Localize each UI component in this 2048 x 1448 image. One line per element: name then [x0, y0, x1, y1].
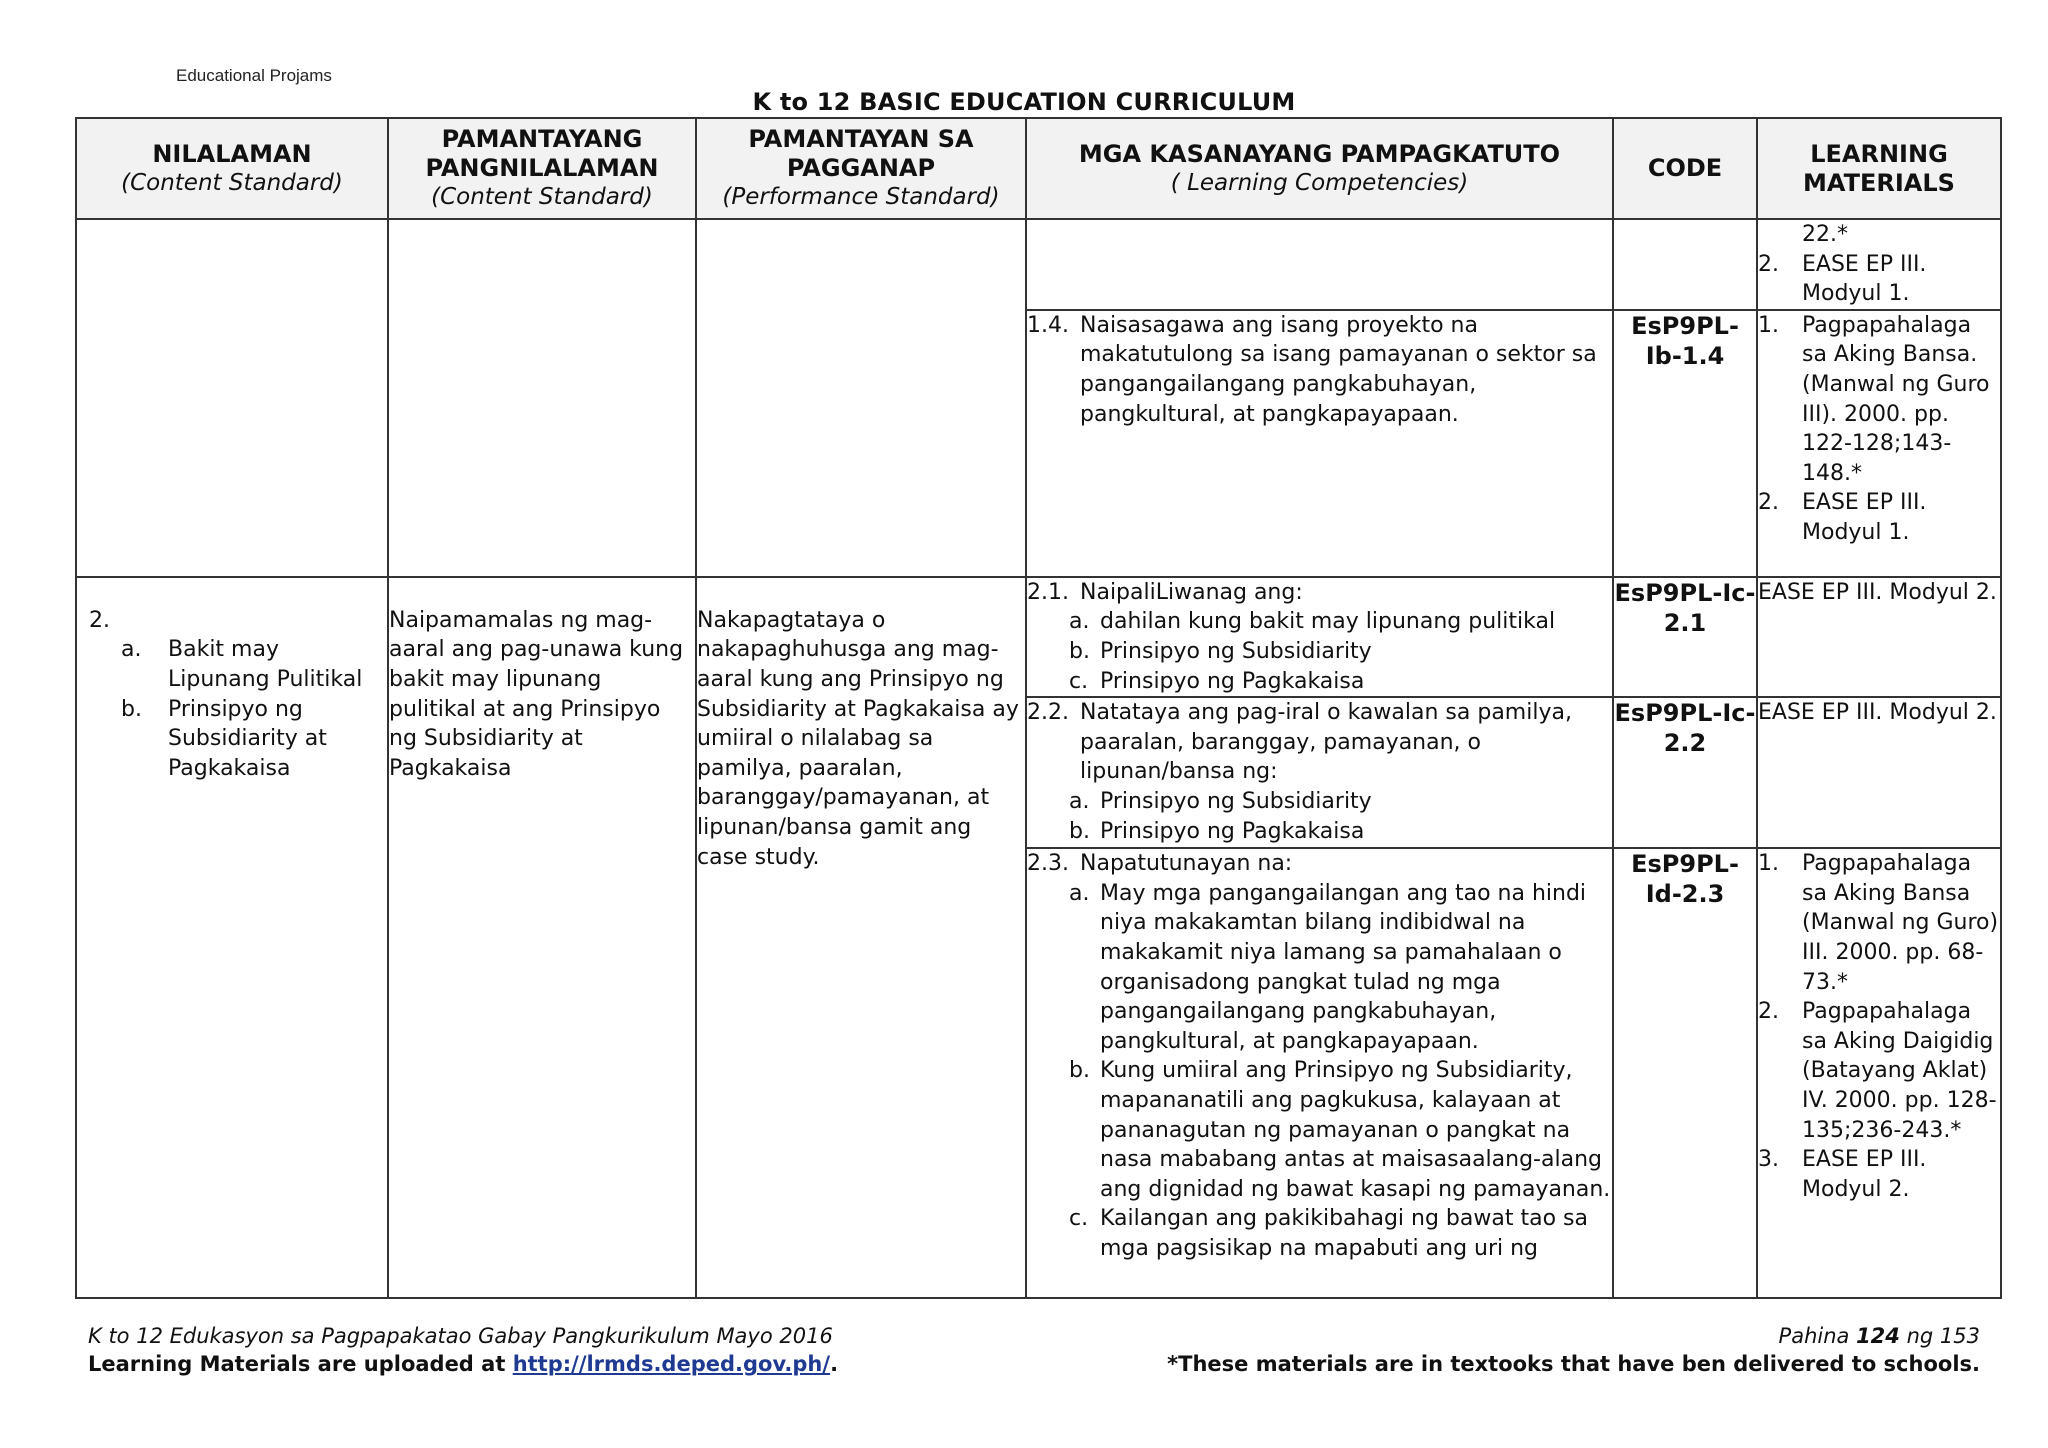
table-row	[76, 219, 2001, 310]
col-header-learning-competencies: MGA KASANAYANG PAMPAGKATUTO ( Learning Competencies)	[1026, 118, 1613, 219]
competency-cell-2-1: 2.1. NaipaliLiwanag ang: a. dahilan kung bakit may lipunang pulitikal b. Prinsipyo ng Subsidiarity c. Prinsipyo ng Pagkakaisa	[1026, 577, 1613, 697]
materials-cell-2-2: EASE EP III. Modyul 2.	[1757, 697, 2001, 848]
curriculum-table	[75, 117, 2002, 1299]
code-cell-2-3: EsP9PL-Id-2.3	[1613, 848, 1757, 1298]
page-title: K to 12 BASIC EDUCATION CURRICULUM	[752, 88, 1296, 116]
code-cell-2-2: EsP9PL-Ic-2.2	[1613, 697, 1757, 848]
materials-cell-2-3	[1757, 848, 2001, 1298]
footer-guide-title: K to 12 Edukasyon sa Pagpapakatao Gabay Pangkurikulum Mayo 2016	[88, 1324, 833, 1348]
content-number: 2.	[89, 607, 110, 633]
lrmds-link[interactable]: http://lrmds.deped.gov.ph/	[512, 1352, 831, 1376]
code-cell-2-1: EsP9PL-Ic-2.1	[1613, 577, 1757, 697]
content-standard-cell-2: Naipamamalas ng mag-aaral ang pag-unawa kung bakit may lipunang pulitikal at ang Prinsipyo ng Subsidiarity at Pagkakaisa	[388, 577, 696, 1298]
table-row	[76, 577, 2001, 697]
materials-cell-2-1: EASE EP III. Modyul 2.	[1757, 577, 2001, 697]
material-item: 3. EASE EP III. Modyul 2.	[1758, 1147, 1927, 1202]
content-cell-2: 2. a. Bakit may Lipunang Pulitikal b. Prinsipyo ng Subsidiarity at Pagkakaisa	[76, 577, 388, 1298]
material-item: 2. EASE EP III. Modyul 1.	[1758, 251, 1927, 307]
materials-cell-1-4	[1757, 310, 2001, 577]
material-item: 2. EASE EP III. Modyul 1.	[1758, 490, 1927, 545]
competency-cell-2-3: 2.3. Napatutunayan na: a. May mga pangangailangan ang tao na hindi niya makakamtan bilang indibidwal na makakamit niya lamang sa pamahalaan o organisadong pangkat tulad ng mga pangangailangang pangkabuhayan, pangkultural, at pangkapayapaan. b. Kung umiiral ang Prinsipyo ng Subsidiarity, mapananatili ang pagkukusa, kalayaan at pananagutan ng pamayanan o pangkat na nasa mababang antas at maisasaalang-alang ang dignidad ng bawat kasapi ng pamayanan. c. Kailangan ang pakikibahagi ng bawat tao sa mga pagsisikap na mapabuti ang uri ng	[1026, 848, 1613, 1298]
material-item: 1. Pagpapahalaga sa Aking Bansa. (Manwal ng Guro III). 2000. pp. 122-128;143-148.*	[1758, 312, 1990, 486]
code-cell-1-4: EsP9PL-Ib-1.4	[1613, 310, 1757, 577]
material-item: 2. Pagpapahalaga sa Aking Daigidig (Batayang Aklat) IV. 2000. pp. 128-135;236-243.*	[1758, 999, 1997, 1143]
footer-right	[1167, 1322, 1980, 1378]
performance-standard-cell-empty	[696, 219, 1026, 577]
footer-left	[88, 1322, 838, 1378]
code-cell-empty	[1613, 219, 1757, 310]
competency-cell-empty	[1026, 219, 1613, 310]
material-item: 22.*	[1802, 222, 1848, 247]
competency-cell-2-2: 2.2. Natataya ang pag-iral o kawalan sa pamilya, paaralan, baranggay, pamayanan, o lipunan/bansa ng: a. Prinsipyo ng Subsidiarity b. Prinsipyo ng Pagkakaisa	[1026, 697, 1613, 848]
table-header-row	[76, 118, 2001, 219]
footer-upload-note: Learning Materials are uploaded at http://lrmds.deped.gov.ph/.	[88, 1352, 839, 1376]
content-cell-empty	[76, 219, 388, 577]
competency-cell-1-4: 1.4. Naisasagawa ang isang proyekto na makatutulong sa isang pamayanan o sektor sa pangangailangang pangkabuhayan, pangkultural, at pangkapayapaan.	[1026, 310, 1613, 577]
page-number: Pahina 124 ng 153	[1778, 1324, 1980, 1348]
competency-text: Naisasagawa ang isang proyekto na makatutulong sa isang pamayanan o sektor sa pangangailangang pangkabuhayan, pangkultural, at pangkapayapaan.	[1080, 312, 1597, 427]
col-header-learning-materials: LEARNING MATERIALS	[1757, 118, 2001, 219]
materials-cell-continued	[1757, 219, 2001, 310]
content-item: Bakit may Lipunang Pulitikal	[168, 637, 363, 692]
col-header-pamantayang-pangnilalaman: PAMANTAYANG PANGNILALAMAN (Content Standard)	[388, 118, 696, 219]
content-standard-cell-empty	[388, 219, 696, 577]
material-item: 1. Pagpapahalaga sa Aking Bansa (Manwal ng Guro) III. 2000. pp. 68-73.*	[1758, 851, 1999, 995]
col-header-code: CODE	[1613, 118, 1757, 219]
content-item: Prinsipyo ng Subsidiarity at Pagkakaisa	[168, 696, 327, 781]
footer-materials-note: *These materials are in textooks that have ben delivered to schools.	[1167, 1352, 1980, 1376]
col-header-nilalaman: NILALAMAN (Content Standard)	[76, 118, 388, 219]
col-header-pamantayan-sa-pagganap: PAMANTAYAN SA PAGGANAP (Performance Standard)	[696, 118, 1026, 219]
performance-standard-cell-2: Nakapagtataya o nakapaghuhusga ang mag-aaral kung ang Prinsipyo ng Subsidiarity at Pagkakaisa ay umiiral o nilalabag sa pamilya, paaralan, baranggay/pamayanan, at lipunan/bansa gamit ang case study.	[696, 577, 1026, 1298]
brand-label: Educational Projams	[176, 66, 332, 85]
